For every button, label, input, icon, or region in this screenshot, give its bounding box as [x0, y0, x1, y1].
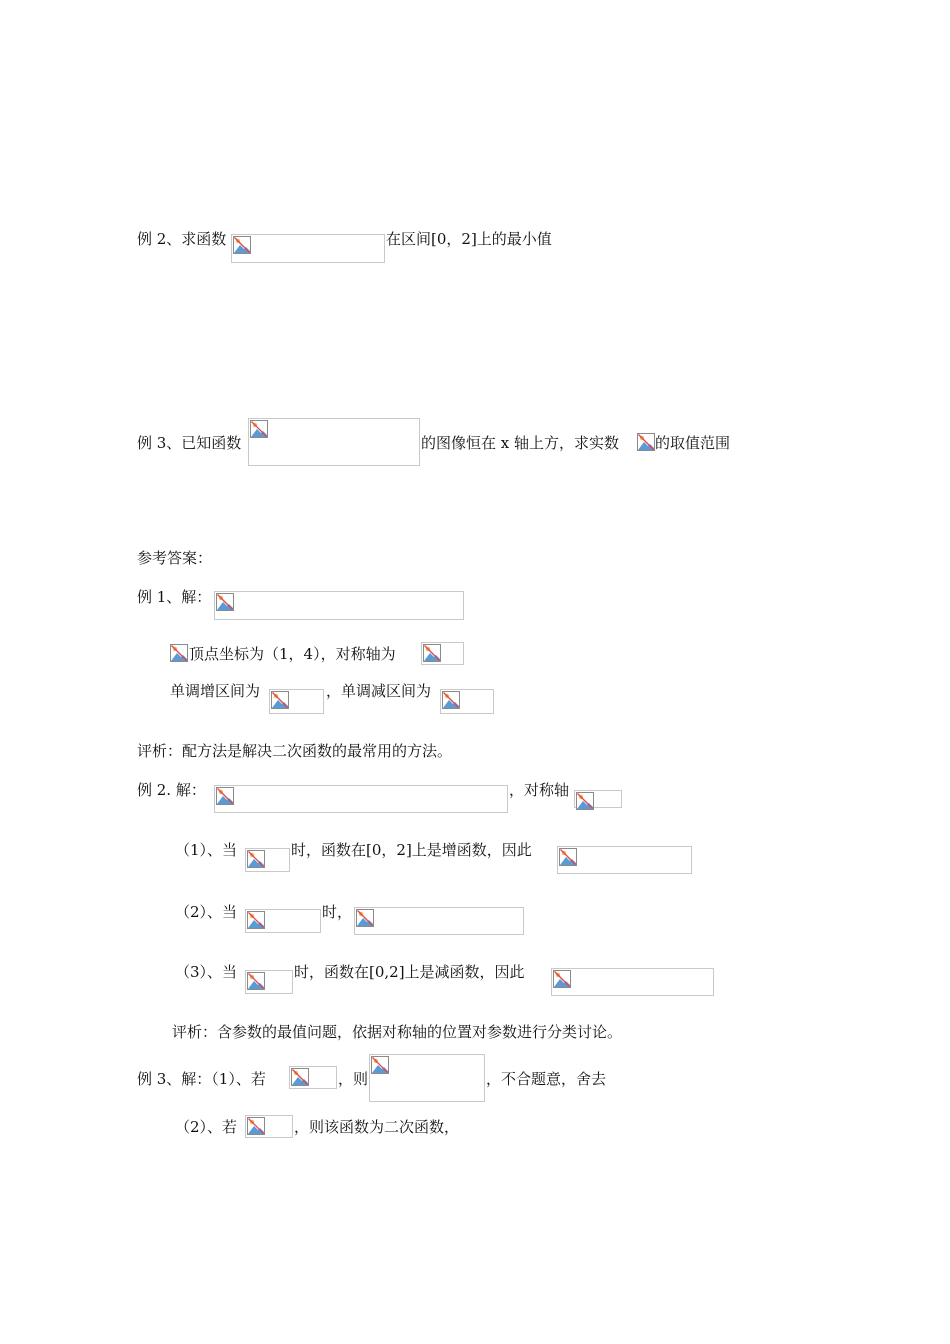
example-3-mid: 的图像恒在 x 轴上方，求实数	[421, 434, 619, 452]
example-3-trail: 的取值范围	[655, 434, 731, 452]
formula-image	[421, 642, 464, 665]
example-2-lead: 例 2、求函数	[137, 230, 227, 248]
case-1-mid: 时，函数在[0，2]上是增函数，因此	[291, 841, 532, 859]
broken-image-icon	[271, 691, 289, 709]
broken-image-icon	[247, 972, 265, 990]
formula-image	[245, 970, 293, 994]
example-2-trail: 在区间[0，2]上的最小值	[386, 230, 552, 248]
answer-3-case-2-lead: （2）、若	[175, 1118, 238, 1136]
comment-2: 评析：含参数的最值问题，依据对称轴的位置对参数进行分类讨论。	[172, 1023, 623, 1041]
formula-image	[354, 907, 524, 935]
formula-image	[269, 689, 324, 714]
formula-image	[245, 848, 290, 872]
broken-image-icon	[216, 787, 234, 805]
broken-image-icon	[576, 792, 594, 810]
answer-2-axis: ，对称轴	[509, 781, 570, 799]
formula-image	[574, 790, 622, 808]
case-1-lead: （1）、当	[175, 841, 238, 859]
example-3-lead: 例 3、已知函数	[137, 434, 242, 452]
broken-image-icon	[233, 236, 251, 254]
formula-image	[245, 1115, 293, 1138]
broken-image-icon	[216, 593, 234, 611]
answer-1-decreasing: ，单调减区间为	[326, 682, 432, 700]
answer-1-lead: 例 1、解：	[137, 588, 212, 606]
broken-image-icon	[247, 1117, 265, 1135]
broken-image-icon	[371, 1056, 389, 1074]
formula-image	[289, 1066, 337, 1089]
formula-image-inline	[170, 644, 188, 664]
formula-image	[440, 689, 494, 714]
broken-image-icon	[637, 433, 655, 451]
answer-1-vertex: 顶点坐标为（1，4），对称轴为	[189, 645, 396, 663]
case-3-lead: （3）、当	[175, 963, 238, 981]
answer-2-lead: 例 2. 解：	[137, 781, 206, 799]
answer-3-trail: ，不合题意，舍去	[486, 1070, 607, 1088]
formula-image	[369, 1054, 485, 1102]
formula-image	[557, 846, 692, 874]
broken-image-icon	[442, 691, 460, 709]
answer-3-lead: 例 3、解：（1）、若	[137, 1070, 266, 1088]
broken-image-icon	[170, 644, 188, 662]
broken-image-icon	[553, 970, 571, 988]
comment-1: 评析：配方法是解决二次函数的最常用的方法。	[137, 742, 453, 760]
case-3-mid: 时，函数在[0,2]上是减函数，因此	[294, 963, 525, 981]
formula-image	[245, 909, 321, 933]
answer-3-then: ，则	[338, 1070, 369, 1088]
answer-3-case-2-trail: ，则该函数为二次函数，	[294, 1118, 460, 1136]
answers-heading: 参考答案：	[137, 549, 213, 567]
formula-image-inline	[637, 433, 655, 453]
broken-image-icon	[356, 909, 374, 927]
formula-image	[248, 418, 420, 466]
case-2-lead: （2）、当	[175, 903, 238, 921]
formula-image	[214, 785, 508, 813]
formula-image	[231, 234, 385, 263]
broken-image-icon	[247, 850, 265, 868]
formula-image	[214, 591, 464, 620]
broken-image-icon	[247, 911, 265, 929]
answer-1-increasing: 单调增区间为	[170, 682, 261, 700]
broken-image-icon	[559, 848, 577, 866]
broken-image-icon	[250, 420, 268, 438]
formula-image	[551, 968, 714, 996]
case-2-mid: 时，	[322, 903, 353, 921]
broken-image-icon	[423, 644, 441, 662]
broken-image-icon	[291, 1068, 309, 1086]
